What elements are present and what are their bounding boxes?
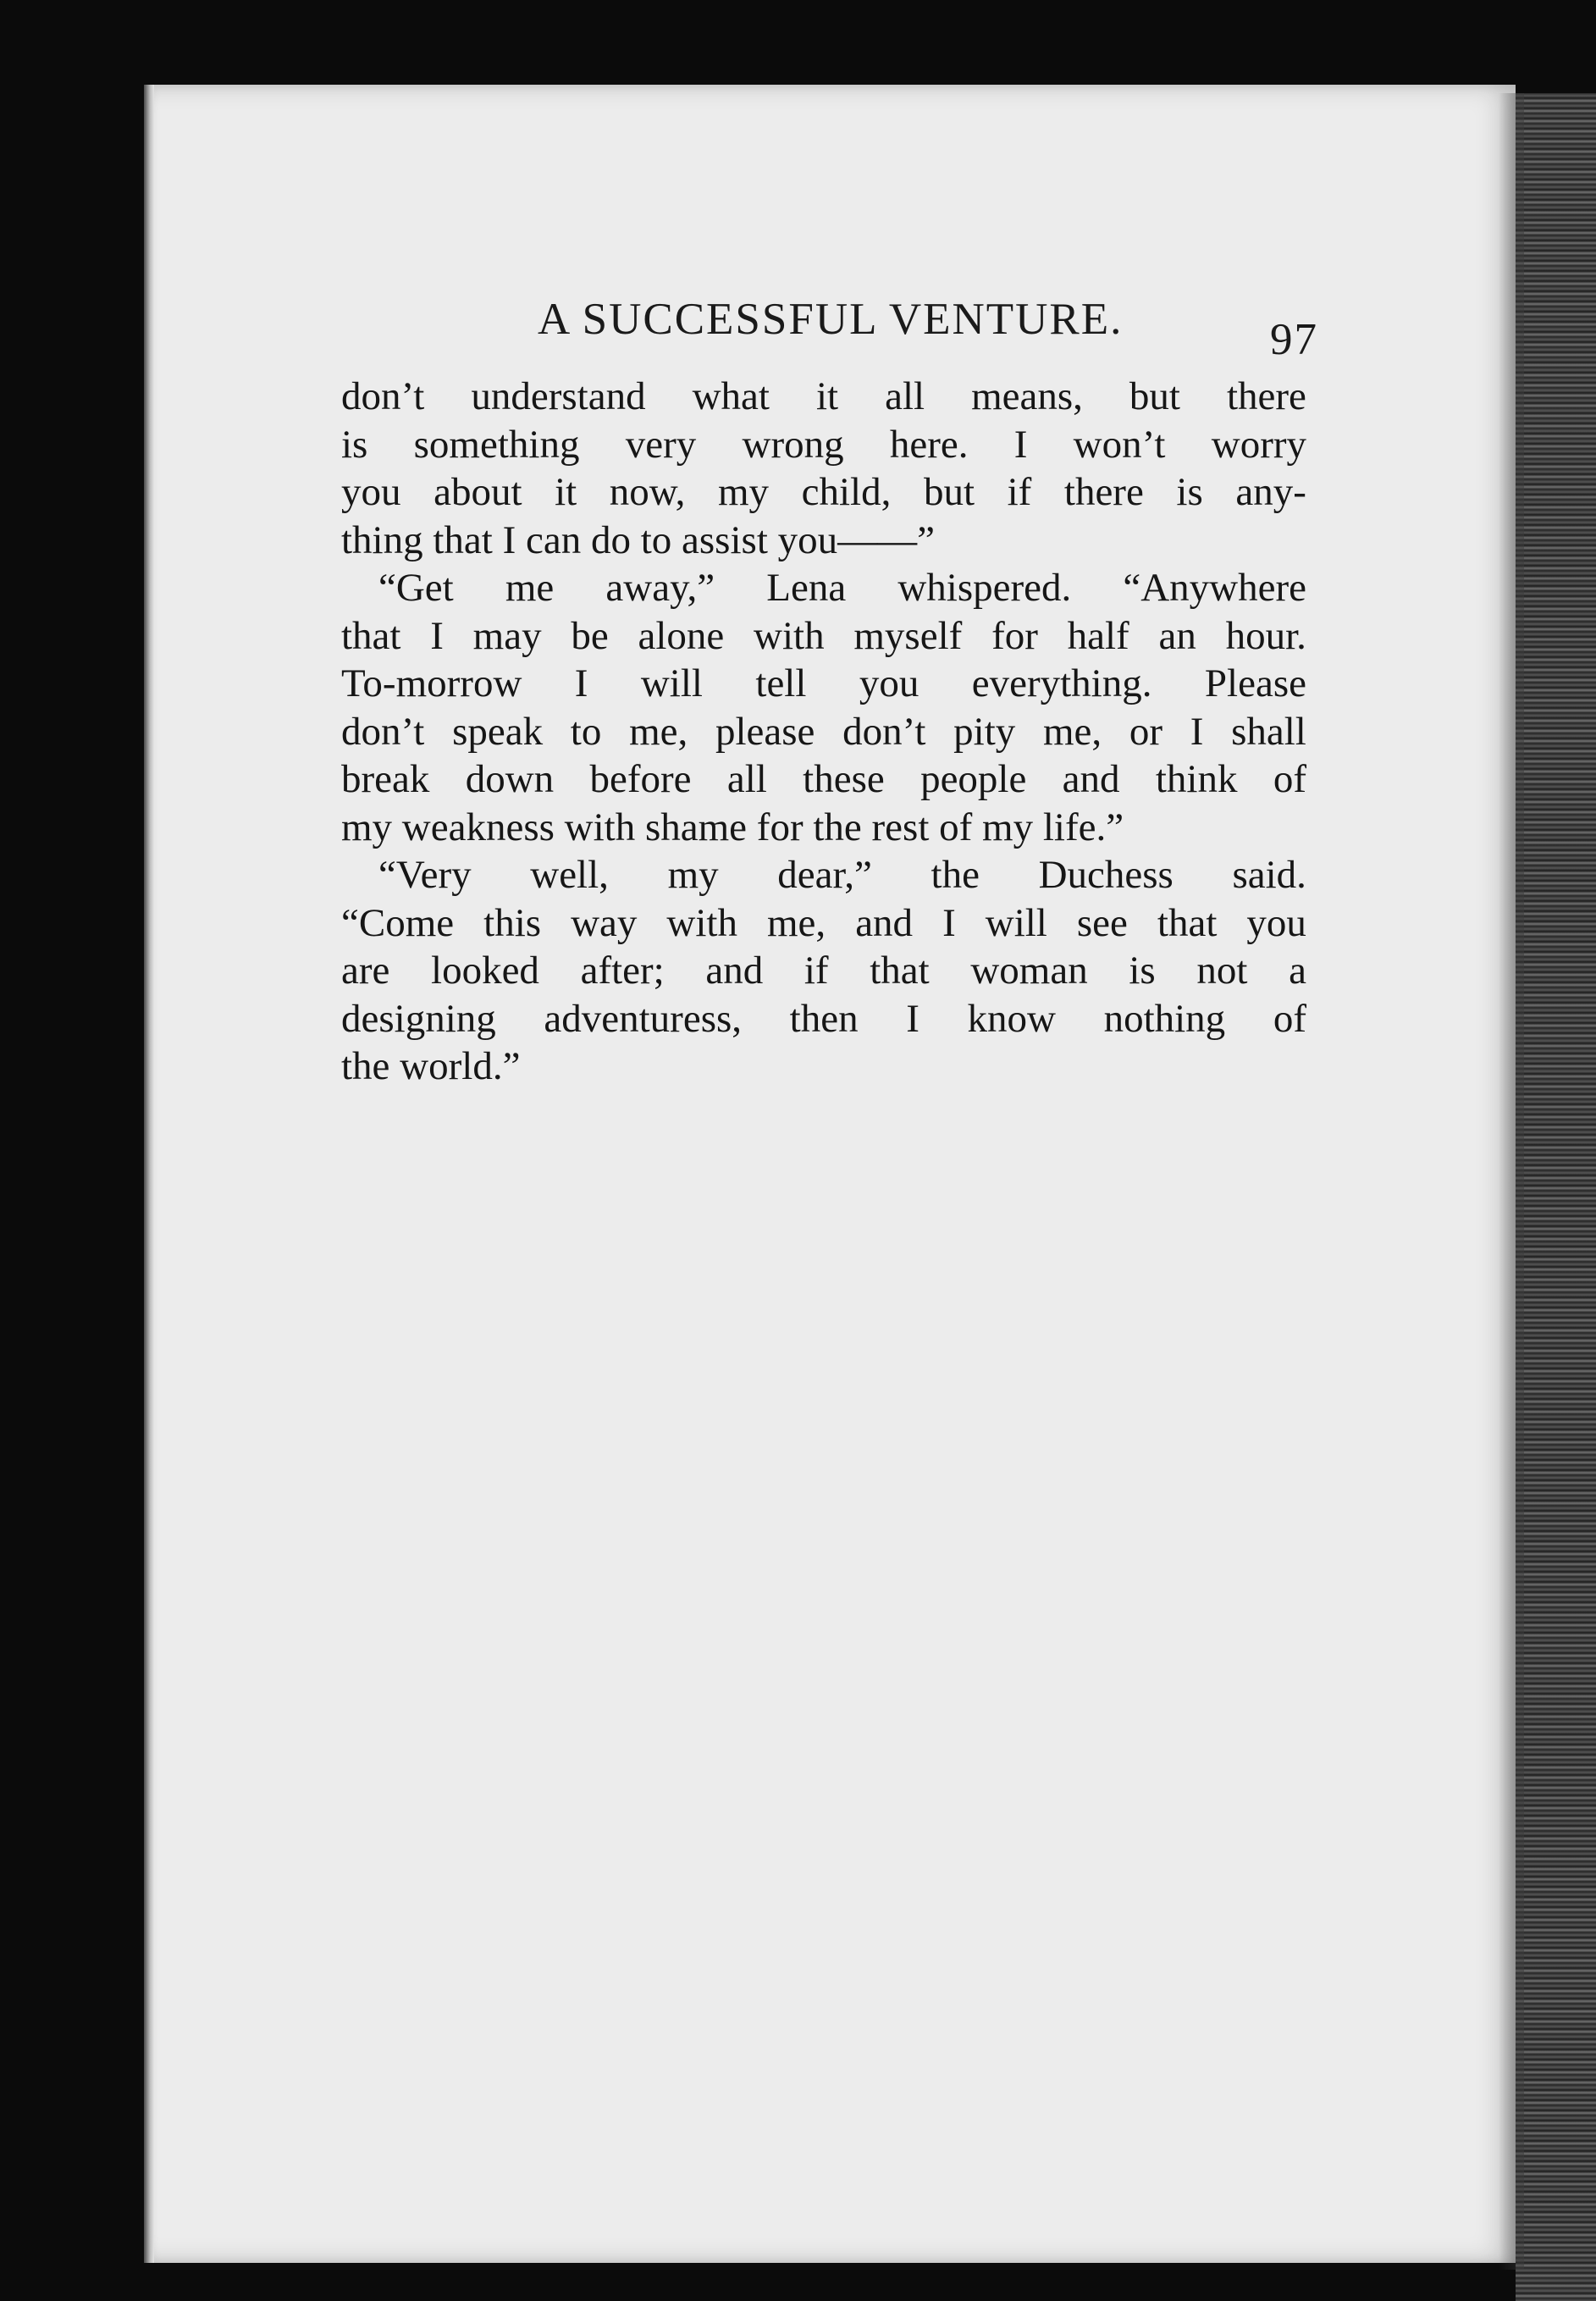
word: I [906, 996, 919, 1041]
word: hour. [1225, 613, 1306, 658]
word: or [1129, 709, 1163, 754]
word: there [1226, 374, 1306, 418]
word: now, [609, 470, 686, 514]
word: be [571, 613, 609, 658]
text-line [341, 851, 1306, 899]
text-line [341, 899, 1306, 948]
word: designing [341, 996, 496, 1041]
word: myself [853, 613, 963, 658]
text-line [341, 995, 1306, 1043]
word: what [692, 374, 770, 418]
word: will [985, 900, 1047, 945]
word: you [1246, 900, 1306, 945]
word: me [505, 566, 555, 610]
word: think [1155, 757, 1238, 801]
word: of [1273, 757, 1306, 801]
word: people [920, 757, 1027, 801]
word: me, [767, 900, 826, 945]
word: it [815, 374, 839, 418]
word: worry [1211, 422, 1306, 467]
word: these [803, 757, 885, 801]
word: don’t [341, 709, 425, 754]
word: dear,” [777, 853, 872, 897]
word: and [855, 900, 914, 945]
word: don’t [842, 709, 926, 754]
word: understand [471, 374, 646, 418]
word: speak [452, 709, 544, 754]
word: any- [1235, 470, 1306, 514]
word: everything. [971, 661, 1152, 705]
word: nothing [1103, 996, 1226, 1041]
word: Please [1204, 661, 1306, 705]
word: will [640, 661, 703, 705]
word: To-morrow [341, 661, 522, 705]
word: is [1129, 949, 1156, 993]
word: alone [638, 613, 725, 658]
word: child, [801, 470, 892, 514]
book-binding-edge [1516, 93, 1596, 2301]
word: I [574, 661, 588, 705]
word: and [1062, 757, 1120, 801]
word: I [1013, 422, 1028, 467]
text-line: thing that I can do to assist you——” [341, 517, 935, 562]
word: “Come [341, 900, 455, 945]
word: means, [971, 374, 1083, 418]
word: tell [755, 661, 807, 705]
word: then [789, 996, 859, 1041]
word: away,” [605, 566, 715, 610]
word: shall [1231, 709, 1306, 754]
word: I [430, 613, 444, 658]
word: is [341, 422, 368, 467]
word: won’t [1073, 422, 1166, 467]
word: but [1129, 374, 1180, 418]
word: if [1007, 470, 1032, 514]
word: may [472, 613, 542, 658]
word: me, [629, 709, 688, 754]
word: that [870, 949, 930, 993]
word: a [1289, 949, 1306, 993]
page-gutter-shadow [1499, 93, 1524, 2270]
word: break [341, 757, 430, 801]
word: way [571, 900, 638, 945]
word: Duchess [1038, 853, 1174, 897]
word: “Get [378, 566, 454, 610]
word: is [1176, 470, 1203, 514]
word: very [625, 422, 697, 467]
word: here. [889, 422, 969, 467]
text-line: the world.” [341, 1044, 521, 1088]
word: know [967, 996, 1056, 1041]
text-line [341, 468, 1306, 517]
word: don’t [341, 374, 425, 418]
text-line [341, 612, 1306, 661]
text-line [341, 708, 1306, 756]
word: after; [580, 949, 665, 993]
page-left-edge [144, 85, 154, 2263]
text-line: my weakness with shame for the rest of my life.” [341, 805, 1124, 849]
word: with [754, 613, 825, 658]
word: half [1067, 613, 1129, 658]
word: before [589, 757, 692, 801]
word: an [1158, 613, 1196, 658]
word: but [923, 470, 975, 514]
word: adventuress, [544, 996, 743, 1041]
word: something [413, 422, 580, 467]
word: me, [1042, 709, 1102, 754]
text-line [341, 421, 1306, 469]
text-line [341, 947, 1306, 995]
word: this [483, 900, 542, 945]
text-line [341, 373, 1306, 421]
word: looked [431, 949, 539, 993]
word: it [555, 470, 577, 514]
text-line [341, 660, 1306, 708]
word: for [991, 613, 1038, 658]
word: my [718, 470, 770, 514]
word: that [1157, 900, 1218, 945]
word: that [341, 613, 401, 658]
word: there [1063, 470, 1144, 514]
word: not [1196, 949, 1248, 993]
word: I [942, 900, 956, 945]
word: said. [1232, 853, 1306, 897]
word: of [1273, 996, 1306, 1041]
word: wrong [742, 422, 844, 467]
text-line [341, 564, 1306, 612]
word: whispered. [897, 566, 1072, 610]
word: see [1076, 900, 1128, 945]
word: my [667, 853, 719, 897]
word: all [885, 374, 925, 418]
word: all [726, 757, 767, 801]
word: and [705, 949, 764, 993]
word: pity [953, 709, 1016, 754]
body-text [341, 373, 1306, 1091]
word: woman [970, 949, 1088, 993]
running-head-title: A SUCCESSFUL VENTURE. [538, 295, 1124, 344]
word: you [859, 661, 919, 705]
word: Lena [766, 566, 847, 610]
word: the [931, 853, 980, 897]
word: if [804, 949, 829, 993]
word: are [341, 949, 390, 993]
word: I [1190, 709, 1204, 754]
word: “Anywhere [1123, 566, 1306, 610]
word: well, [530, 853, 609, 897]
word: you [341, 470, 401, 514]
word: about [434, 470, 522, 514]
word: please [715, 709, 815, 754]
text-line [341, 755, 1306, 804]
page-number: 97 [1270, 315, 1318, 364]
word: to [570, 709, 602, 754]
word: down [465, 757, 555, 801]
word: “Very [378, 853, 472, 897]
word: with [666, 900, 737, 945]
